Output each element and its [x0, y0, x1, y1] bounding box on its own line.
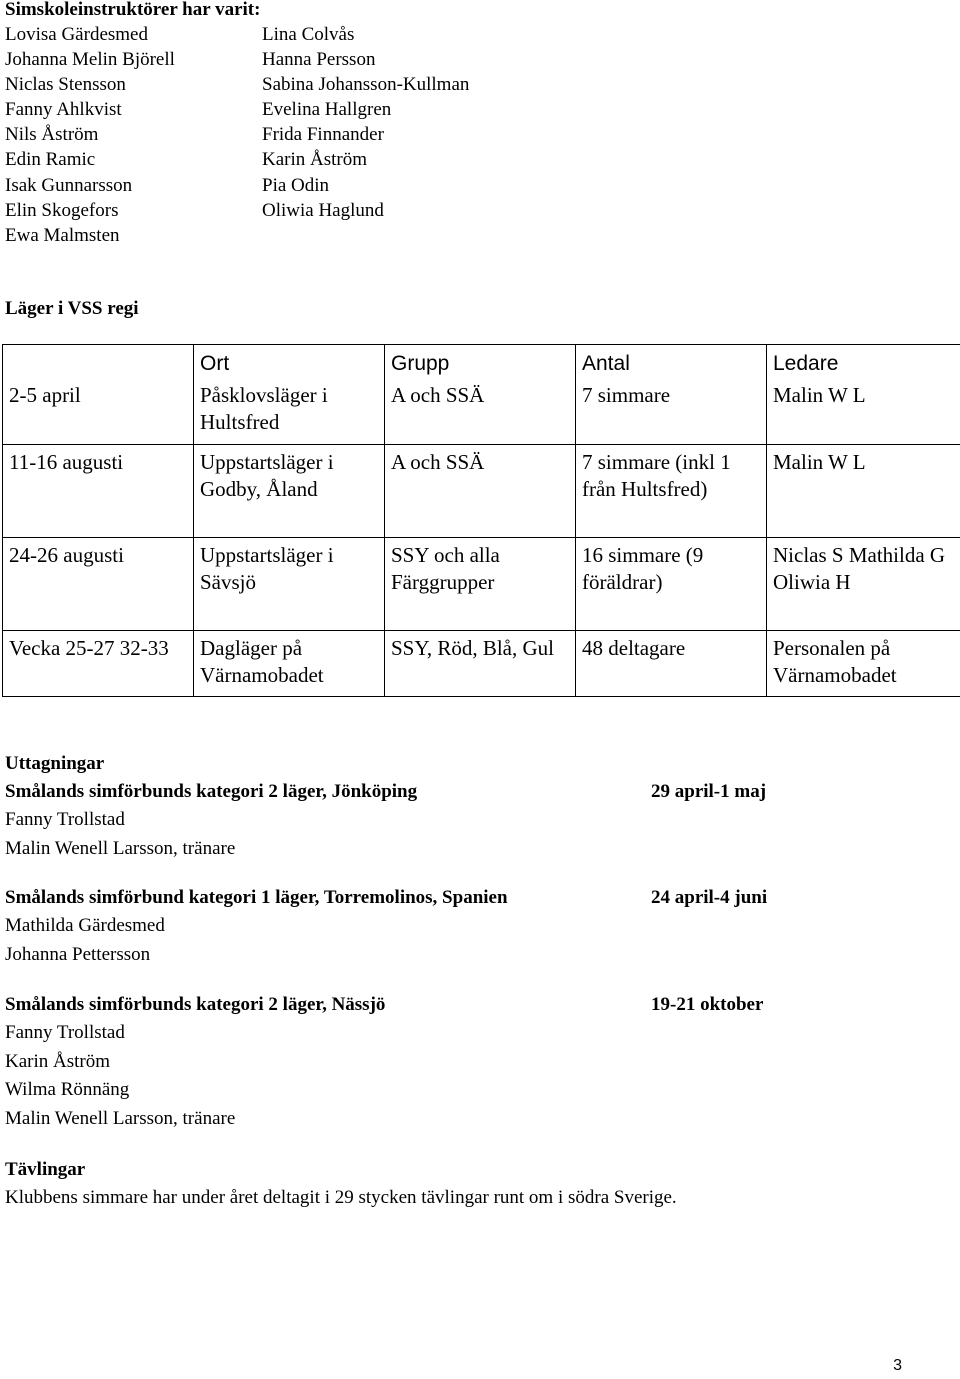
table-cell: SSY och alla Färggrupper [385, 537, 576, 630]
table-cell: SSY, Röd, Blå, Gul [385, 630, 576, 696]
instructors-title: Simskoleinstruktörer har varit: [5, 0, 261, 20]
event-person: Karin Åström [5, 1050, 111, 1072]
event-person: Malin Wenell Larsson, tränare [5, 1108, 236, 1130]
table-cell: Niclas S Mathilda G Oliwia H [767, 537, 960, 630]
table-cell: A och SSÄ [385, 378, 576, 444]
table-cell: 7 simmare (inkl 1 från Hultsfred) [576, 444, 767, 537]
table-cell: Uppstartsläger i Sävsjö [194, 537, 385, 630]
instructor-name: Johanna Melin Björell [5, 49, 175, 71]
table-cell: A och SSÄ [385, 444, 576, 537]
table-cell: Malin W L [767, 444, 960, 537]
instructor-name: Oliwia Haglund [262, 199, 384, 221]
instructors-left-column [5, 22, 175, 248]
instructor-name: Nils Åström [5, 124, 99, 146]
event-person: Johanna Pettersson [5, 943, 151, 965]
event-person: Mathilda Gärdesmed [5, 915, 165, 936]
table-cell: 7 simmare [576, 378, 767, 444]
selection-event-3 [5, 991, 625, 1134]
event-date: 29 april-1 maj [651, 781, 767, 802]
table-cell: Malin W L [767, 378, 960, 444]
event-person: Fanny Trollstad [5, 1022, 125, 1043]
selection-event-2 [5, 884, 625, 969]
table-row [3, 378, 960, 444]
header-cell: Grupp [385, 345, 576, 379]
camps-title: Läger i VSS regi [5, 298, 139, 319]
table-cell: 48 deltagare [576, 630, 767, 696]
camps-table [2, 344, 960, 697]
header-cell: Ledare [767, 345, 960, 379]
header-cell: Antal [576, 345, 767, 379]
table-row [3, 630, 960, 696]
instructor-name: Niclas Stensson [5, 74, 126, 96]
event-person: Wilma Rönnäng [5, 1079, 130, 1101]
instructor-name: Ewa Malmsten [5, 224, 120, 246]
event-name: Smålands simförbunds kategori 2 läger, Jönköping [5, 781, 418, 802]
event-date: 19-21 oktober [651, 994, 764, 1015]
instructor-name: Lovisa Gärdesmed [5, 24, 148, 45]
page-number: 3 [893, 1357, 902, 1374]
event-name: Smålands simförbunds kategori 2 läger, Nässjö [5, 994, 386, 1015]
instructor-name: Hanna Persson [262, 49, 376, 71]
table-cell: Uppstartsläger i Godby, Åland [194, 444, 385, 537]
table-row [3, 444, 960, 537]
table-cell: 16 simmare (9 föräldrar) [576, 537, 767, 630]
table-cell: 24-26 augusti [3, 537, 194, 630]
instructors-right-column [262, 22, 469, 223]
instructor-name: Karin Åström [262, 149, 368, 171]
instructor-name: Fanny Ahlkvist [5, 99, 122, 121]
event-name: Smålands simförbund kategori 1 läger, Torremolinos, Spanien [5, 887, 508, 908]
competitions-title: Tävlingar [5, 1159, 86, 1180]
competitions-text: Klubbens simmare har under året deltagit i 29 stycken tävlingar runt om i södra Sverige. [5, 1187, 677, 1208]
instructor-name: Sabina Johansson-Kullman [262, 74, 470, 96]
selection-event-1 [5, 778, 625, 863]
header-cell [3, 345, 194, 379]
table-cell: Påsklovsläger i Hultsfred [194, 378, 385, 444]
header-cell: Ort [194, 345, 385, 379]
instructor-name: Evelina Hallgren [262, 99, 392, 121]
instructor-name: Frida Finnander [262, 124, 384, 146]
event-date: 24 april-4 juni [651, 887, 768, 908]
event-person: Malin Wenell Larsson, tränare [5, 837, 236, 859]
table-header-row [3, 345, 960, 379]
instructor-name: Pia Odin [262, 174, 330, 196]
instructor-name: Isak Gunnarsson [5, 174, 133, 196]
table-cell: Personalen på Värnamobadet [767, 630, 960, 696]
instructor-name: Elin Skogefors [5, 199, 119, 221]
event-person: Fanny Trollstad [5, 809, 125, 830]
instructor-name: Edin Ramic [5, 149, 96, 171]
table-cell: Vecka 25-27 32-33 [3, 630, 194, 696]
table-cell: 11-16 augusti [3, 444, 194, 537]
table-row [3, 537, 960, 630]
selections-title: Uttagningar [5, 753, 105, 774]
table-cell: Dagläger på Värnamobadet [194, 630, 385, 696]
table-cell: 2-5 april [3, 378, 194, 444]
instructor-name: Lina Colvås [262, 24, 355, 45]
